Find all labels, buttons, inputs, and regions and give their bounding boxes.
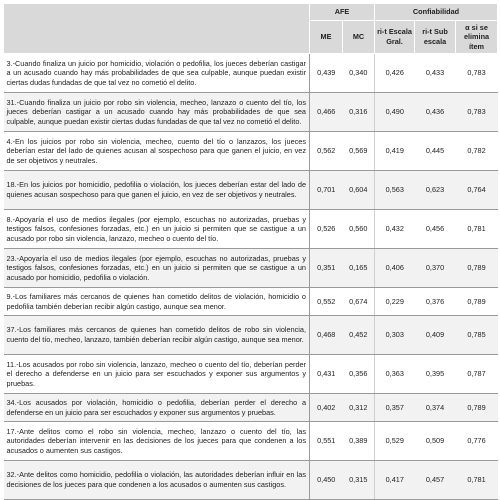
table-row xyxy=(4,394,498,422)
me-value: 0,402 xyxy=(310,394,343,422)
me-value: 0,468 xyxy=(310,316,343,355)
results-table xyxy=(3,3,498,500)
rit-sub-value: 0,623 xyxy=(415,171,456,210)
rit-gral-value: 0,419 xyxy=(375,132,415,171)
mc-value: 0,316 xyxy=(343,93,375,132)
alpha-value: 0,781 xyxy=(456,461,498,500)
rit-gral-value: 0,229 xyxy=(375,288,415,316)
alpha-value: 0,782 xyxy=(456,132,498,171)
mc-value: 0,389 xyxy=(343,422,375,461)
rit-gral-column-header: ri-t Escala Gral. xyxy=(375,21,415,54)
me-value: 0,701 xyxy=(310,171,343,210)
rit-gral-value: 0,357 xyxy=(375,394,415,422)
rit-gral-value: 0,490 xyxy=(375,93,415,132)
mc-value: 0,315 xyxy=(343,461,375,500)
me-value: 0,351 xyxy=(310,249,343,288)
item-text: 37.-Los familiares más cercanos de quienes han cometido delitos de robo sin violencia, cuento del tío, mecheo, lanzazo, también deberían recibir algún castigo, aunque sea menor. xyxy=(4,316,310,355)
alpha-value: 0,776 xyxy=(456,422,498,461)
item-text: 9.-Los familiares más cercanos de quienes han cometido delitos de violación, homicidio o pedofilia también deberían recibir algún castigo, aunque sea menor. xyxy=(4,288,310,316)
alpha-value: 0,764 xyxy=(456,171,498,210)
rit-sub-value: 0,409 xyxy=(415,316,456,355)
mc-value: 0,604 xyxy=(343,171,375,210)
rit-sub-value: 0,456 xyxy=(415,210,456,249)
table-row xyxy=(4,461,498,500)
table-body xyxy=(4,54,498,500)
me-value: 0,439 xyxy=(310,54,343,93)
item-column-header xyxy=(4,4,310,54)
me-value: 0,551 xyxy=(310,422,343,461)
item-text: 18.-En los juicios por homicidio, pedofilia o violación, los jueces deberían estar del lado de quienes acusan sospechoso para que ganen el juicio, en vez de ser objetivos y neutrales. xyxy=(4,171,310,210)
me-value: 0,526 xyxy=(310,210,343,249)
alpha-value: 0,783 xyxy=(456,54,498,93)
me-value: 0,450 xyxy=(310,461,343,500)
alpha-value: 0,785 xyxy=(456,316,498,355)
rit-gral-value: 0,563 xyxy=(375,171,415,210)
alpha-value: 0,787 xyxy=(456,355,498,394)
item-text: 8.-Apoyaría el uso de medios ilegales (por ejemplo, escuchas no autorizadas, pruebas y testigos falsos, confesiones forzadas, etc.) en un juicio si permiten que se castigue a un acusado por robo sin violencia, lanzazo, mecheo o cuento del tío. xyxy=(4,210,310,249)
mc-value: 0,340 xyxy=(343,54,375,93)
rit-sub-value: 0,457 xyxy=(415,461,456,500)
mc-column-header: MC xyxy=(343,21,375,54)
table-row xyxy=(4,54,498,93)
item-text: 31.-Cuando finaliza un juicio por robo sin violencia, mecheo, lanzazo o cuento del tío, los jueces deberían castigar a un acusado cuando hay más probabilidades de que sea culpable, aunque puedan existir ciertas dudas fundadas de que tal vez no cometió el delito. xyxy=(4,93,310,132)
rit-gral-value: 0,363 xyxy=(375,355,415,394)
table-row xyxy=(4,422,498,461)
rit-gral-value: 0,417 xyxy=(375,461,415,500)
item-text: 11.-Los acusados por robo sin violencia, lanzazo, mecheo o cuento del tío, deberían perder el derecho a defenderse en un juicio para ser escuchados y exponer sus argumentos y pruebas. xyxy=(4,355,310,394)
rit-gral-value: 0,406 xyxy=(375,249,415,288)
mc-value: 0,165 xyxy=(343,249,375,288)
rit-sub-value: 0,376 xyxy=(415,288,456,316)
afe-group-header: AFE xyxy=(310,4,375,21)
table-row xyxy=(4,249,498,288)
item-text: 32.-Ante delitos como homicidio, pedofilia o violación, las autoridades deberían influir en las decisiones de los jueces para que condenen a los acusados o aumenten sus castigos. xyxy=(4,461,310,500)
rit-gral-value: 0,529 xyxy=(375,422,415,461)
item-text: 3.-Cuando finaliza un juicio por homicidio, violación o pedofilia, los jueces deberían castigar a un acusado cuando hay más probabilidades de que sea culpable, aunque puedan existir ciertas dudas fundadas de que tal vez no cometió el delito. xyxy=(4,54,310,93)
table-row xyxy=(4,316,498,355)
table-header xyxy=(4,4,498,54)
rit-gral-value: 0,432 xyxy=(375,210,415,249)
alpha-column-header: α si se elimina ítem xyxy=(456,21,498,54)
item-text: 4.-En los juicios por robo sin violencia, mecheo, cuento del tío o lanzazos, los jueces deberían estar del lado de quienes acusan al sospechoso para que ganen el juicio, en vez de ser objetivos y neutrales. xyxy=(4,132,310,171)
table-row xyxy=(4,288,498,316)
rit-sub-value: 0,370 xyxy=(415,249,456,288)
table-row xyxy=(4,171,498,210)
item-text: 23.-Apoyaría el uso de medios ilegales (por ejemplo, escuchas no autorizadas, pruebas y testigos falsos, confesiones forzadas, etc.) en un juicio si permiten que se castigue a un acusado por homicidio, pedofilia o violación. xyxy=(4,249,310,288)
table-row xyxy=(4,210,498,249)
alpha-value: 0,789 xyxy=(456,288,498,316)
me-value: 0,552 xyxy=(310,288,343,316)
table-row xyxy=(4,132,498,171)
mc-value: 0,569 xyxy=(343,132,375,171)
rit-sub-value: 0,436 xyxy=(415,93,456,132)
item-text: 34.-Los acusados por violación, homicidio o pedofilia, deberían perder el derecho a defenderse en un juicio para ser escuchados y exponer sus argumentos y pruebas. xyxy=(4,394,310,422)
alpha-value: 0,783 xyxy=(456,93,498,132)
me-column-header: ME xyxy=(310,21,343,54)
rit-sub-value: 0,395 xyxy=(415,355,456,394)
mc-value: 0,312 xyxy=(343,394,375,422)
mc-value: 0,674 xyxy=(343,288,375,316)
rit-sub-value: 0,445 xyxy=(415,132,456,171)
me-value: 0,562 xyxy=(310,132,343,171)
mc-value: 0,356 xyxy=(343,355,375,394)
mc-value: 0,452 xyxy=(343,316,375,355)
alpha-value: 0,781 xyxy=(456,210,498,249)
rit-sub-column-header: ri-t Sub escala xyxy=(415,21,456,54)
rit-sub-value: 0,374 xyxy=(415,394,456,422)
mc-value: 0,560 xyxy=(343,210,375,249)
rit-gral-value: 0,426 xyxy=(375,54,415,93)
me-value: 0,466 xyxy=(310,93,343,132)
alpha-value: 0,789 xyxy=(456,394,498,422)
rit-gral-value: 0,303 xyxy=(375,316,415,355)
item-text: 17.-Ante delitos como el robo sin violencia, mecheo, lanzazo o cuento del tío, las autoridades deberían intervenir en las decisiones de los jueces para que condenen a los acusados o aumenten sus castigos. xyxy=(4,422,310,461)
confiabilidad-group-header: Confiabilidad xyxy=(375,4,498,21)
table-row xyxy=(4,93,498,132)
rit-sub-value: 0,509 xyxy=(415,422,456,461)
me-value: 0,431 xyxy=(310,355,343,394)
alpha-value: 0,789 xyxy=(456,249,498,288)
rit-sub-value: 0,433 xyxy=(415,54,456,93)
table-row xyxy=(4,355,498,394)
